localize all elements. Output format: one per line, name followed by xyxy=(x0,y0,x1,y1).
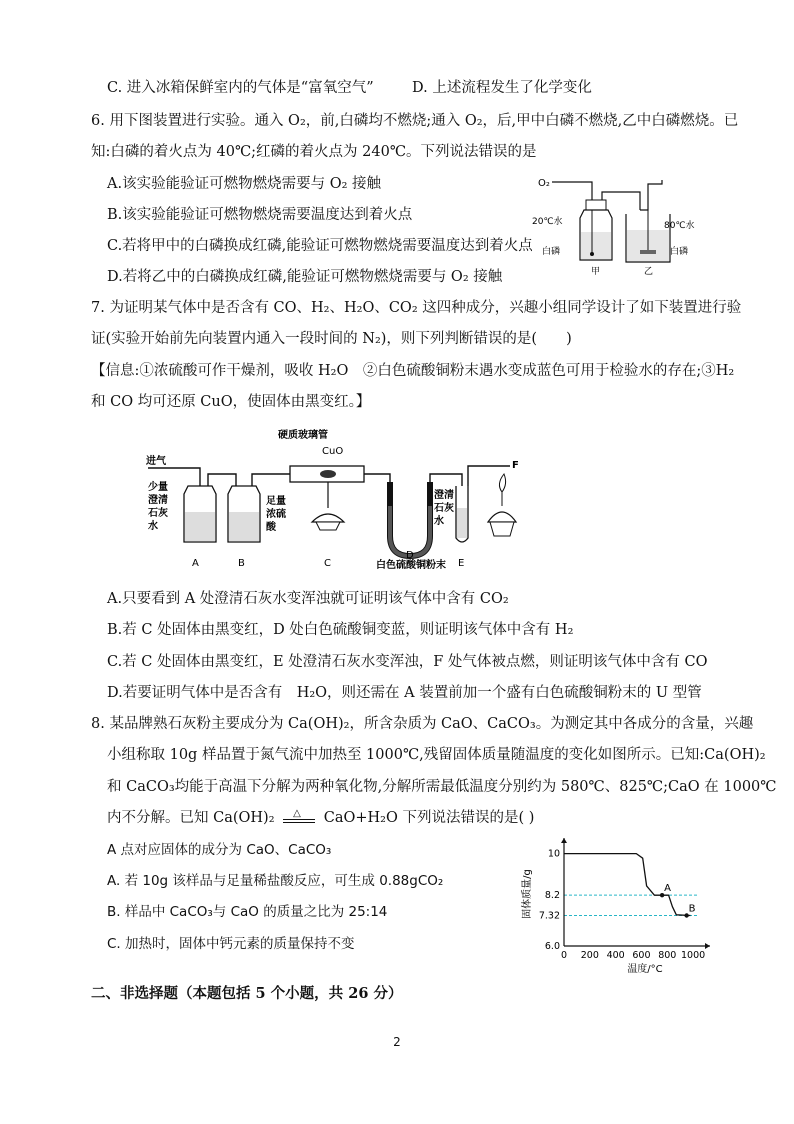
q6-phos-right-label: 白磷 xyxy=(670,247,689,257)
q6-label-yi: 乙 xyxy=(644,267,654,277)
q8-option-a: A 点对应固体的成分为 CaO、CaCO₃ xyxy=(107,842,332,858)
q6-option-a: A.该实验能验证可燃物燃烧需要与 O₂ 接触 xyxy=(107,176,381,192)
q6-water-cold-label: 20℃水 xyxy=(532,217,563,227)
chart-x-tick-label: 0 xyxy=(560,950,568,961)
chart-ylabel: 固体质量/g xyxy=(522,869,533,919)
q8-stem-line3: 和 CaCO₃均能于高温下分解为两种氧化物,分解所需最低温度分别约为 580℃、825℃;CaO 在 1000℃ xyxy=(107,779,777,795)
q6-option-d: D.若将乙中的白磷换成红磷,能验证可燃物燃烧需要与 O₂ 接触 xyxy=(107,269,503,285)
q7-b-label-3: 酸 xyxy=(266,522,276,533)
q7-cuso4-label: 白色硫酸铜粉末 xyxy=(376,560,446,571)
q8-stem-line4 xyxy=(107,808,534,828)
q7-b-label-1: 足量 xyxy=(266,496,286,507)
q7-a-label-4: 水 xyxy=(148,521,158,532)
q7-info-line2: 和 CO 均可还原 CuO，使固体由黑变红。】 xyxy=(91,394,371,410)
q6-stem-line2: 知:白磷的着火点为 40℃;红磷的着火点为 240℃。下列说法错误的是 xyxy=(91,144,537,160)
chart-point-label-b: B xyxy=(688,903,696,915)
q7-burner-c xyxy=(312,514,344,522)
q7-apparatus-figure xyxy=(140,426,560,571)
q7-u-tube-d xyxy=(390,482,430,556)
q7-info-line1: 【信息:①浓硫酸可作干燥剂，吸收 H₂O ②白色硫酸铜粉末遇水变成蓝色可用于检验水的存在;③H₂ xyxy=(91,363,735,379)
q7-flame xyxy=(499,474,505,492)
q7-a-label-3: 石灰 xyxy=(148,508,168,519)
q6-stem-line1: 6. 用下图装置进行实验。通入 O₂，前,白磷均不燃烧;通入 O₂，后,甲中白磷不燃烧,乙中白磷燃烧。已 xyxy=(91,113,739,129)
chart-y-tick-label: 7.32 xyxy=(538,910,560,922)
q7-b-label-2: 浓硫 xyxy=(266,509,286,520)
chart-series-line xyxy=(564,854,691,916)
chart-y-tick-label: 6.0 xyxy=(544,941,560,952)
q7-option-d: D.若要证明气体中是否含有 H₂O，则还需在 A 装置前加一个盛有白色硫酸铜粉末的 U 型管 xyxy=(107,685,702,701)
q6-apparatus-figure xyxy=(530,170,700,280)
q7-e-label-1: 澄清 xyxy=(434,490,454,501)
chart-x-tick-label: 400 xyxy=(606,950,625,961)
page-number: 2 xyxy=(393,1035,401,1049)
chart-x-tick-label: 1000 xyxy=(680,950,706,961)
q7-label-d: D xyxy=(406,550,414,561)
q5-option-d: D. 上述流程发生了化学变化 xyxy=(412,80,592,96)
chart-point-label-a: A xyxy=(664,883,671,895)
q6-connecting-tube xyxy=(602,192,640,210)
q7-stem-line2: 证(实验开始前先向装置内通入一段时间的 N₂)，则下列判断错误的是( ) xyxy=(91,331,572,347)
q7-option-a: A.只要看到 A 处澄清石灰水变浑浊就可证明该气体中含有 CO₂ xyxy=(107,591,509,607)
q7-e-label-3: 水 xyxy=(434,516,444,527)
q8-option-d: C. 加热时，固体中钙元素的质量保持不变 xyxy=(107,936,355,952)
q7-a-label-2: 澄清 xyxy=(148,495,168,506)
q7-label-e: E xyxy=(458,558,465,569)
section-two-heading: 二、非选择题（本题包括 5 个小题，共 26 分） xyxy=(91,985,403,1002)
q6-option-c: C.若将甲中的白磷换成红磷,能验证可燃物燃烧需要温度达到着火点 xyxy=(107,238,533,254)
q8-stem-line2: 小组称取 10g 样品置于氮气流中加热至 1000℃,残留固体质量随温度的变化如图所示。已知:Ca(OH)₂ xyxy=(107,747,766,763)
q7-f-label: F xyxy=(512,460,519,471)
q6-phos-left-label: 白磷 xyxy=(542,247,561,257)
q6-gas-label: O₂ xyxy=(538,178,550,189)
q7-label-b: B xyxy=(238,558,245,569)
q7-a-label-1: 少量 xyxy=(148,482,168,493)
chart-x-tick-label: 600 xyxy=(632,950,651,961)
q7-stem-line1: 7. 为证明某气体中是否含有 CO、H₂、H₂O、CO₂ 这四种成分，兴趣小组同学设计了如下装置进行验 xyxy=(91,300,742,316)
q6-water-hot-label: 80℃水 xyxy=(664,221,695,231)
q7-label-c: C xyxy=(324,558,331,569)
q6-stopper xyxy=(586,200,606,210)
q8-stem4-pre: 内不分解。已知 Ca(OH)₂ xyxy=(107,810,275,826)
q8-mass-temperature-chart xyxy=(520,828,720,978)
chart-x-tick-label: 800 xyxy=(658,950,677,961)
q8-heat-arrow xyxy=(279,808,319,828)
q8-stem4-post: CaO+H₂O 下列说法错误的是( ) xyxy=(323,810,535,826)
q6-label-jia: 甲 xyxy=(591,267,601,277)
q6-option-b: B.该实验能验证可燃物燃烧需要温度达到着火点 xyxy=(107,207,413,223)
q7-cuo-label: CuO xyxy=(322,446,344,457)
q7-option-b: B.若 C 处固体由黑变红，D 处白色硫酸铜变蓝，则证明该气体中含有 H₂ xyxy=(107,622,574,638)
q7-gas-in-label: 进气 xyxy=(146,456,166,467)
chart-xlabel: 温度/°C xyxy=(627,964,663,975)
q8-option-b: A. 若 10g 该样品与足量稀盐酸反应，可生成 0.88gCO₂ xyxy=(107,873,444,889)
q7-label-a: A xyxy=(192,558,199,569)
q8-delta-symbol: △ xyxy=(293,808,301,819)
q7-option-c: C.若 C 处固体由黑变红，E 处澄清石灰水变浑浊，F 处气体被点燃，则证明该气体中含有 CO xyxy=(107,654,708,670)
q7-e-label-2: 石灰 xyxy=(434,503,454,514)
q8-stem-line1: 8. 某品牌熟石灰粉主要成分为 Ca(OH)₂，所含杂质为 CaO、CaCO₃。为测定其中各成分的含量，兴趣 xyxy=(91,716,754,732)
q5-option-c: C. 进入冰箱保鲜室内的气体是“富氧空气” xyxy=(107,80,374,96)
chart-x-arrow xyxy=(705,943,710,949)
chart-y-arrow xyxy=(561,838,567,843)
q7-tube-label: 硬质玻璃管 xyxy=(278,430,328,441)
chart-y-tick-label: 10 xyxy=(547,848,560,860)
chart-x-tick-label: 200 xyxy=(580,950,599,961)
chart-y-tick-label: 8.2 xyxy=(544,890,560,902)
q8-option-c: B. 样品中 CaCO₃与 CaO 的质量之比为 25:14 xyxy=(107,904,388,920)
